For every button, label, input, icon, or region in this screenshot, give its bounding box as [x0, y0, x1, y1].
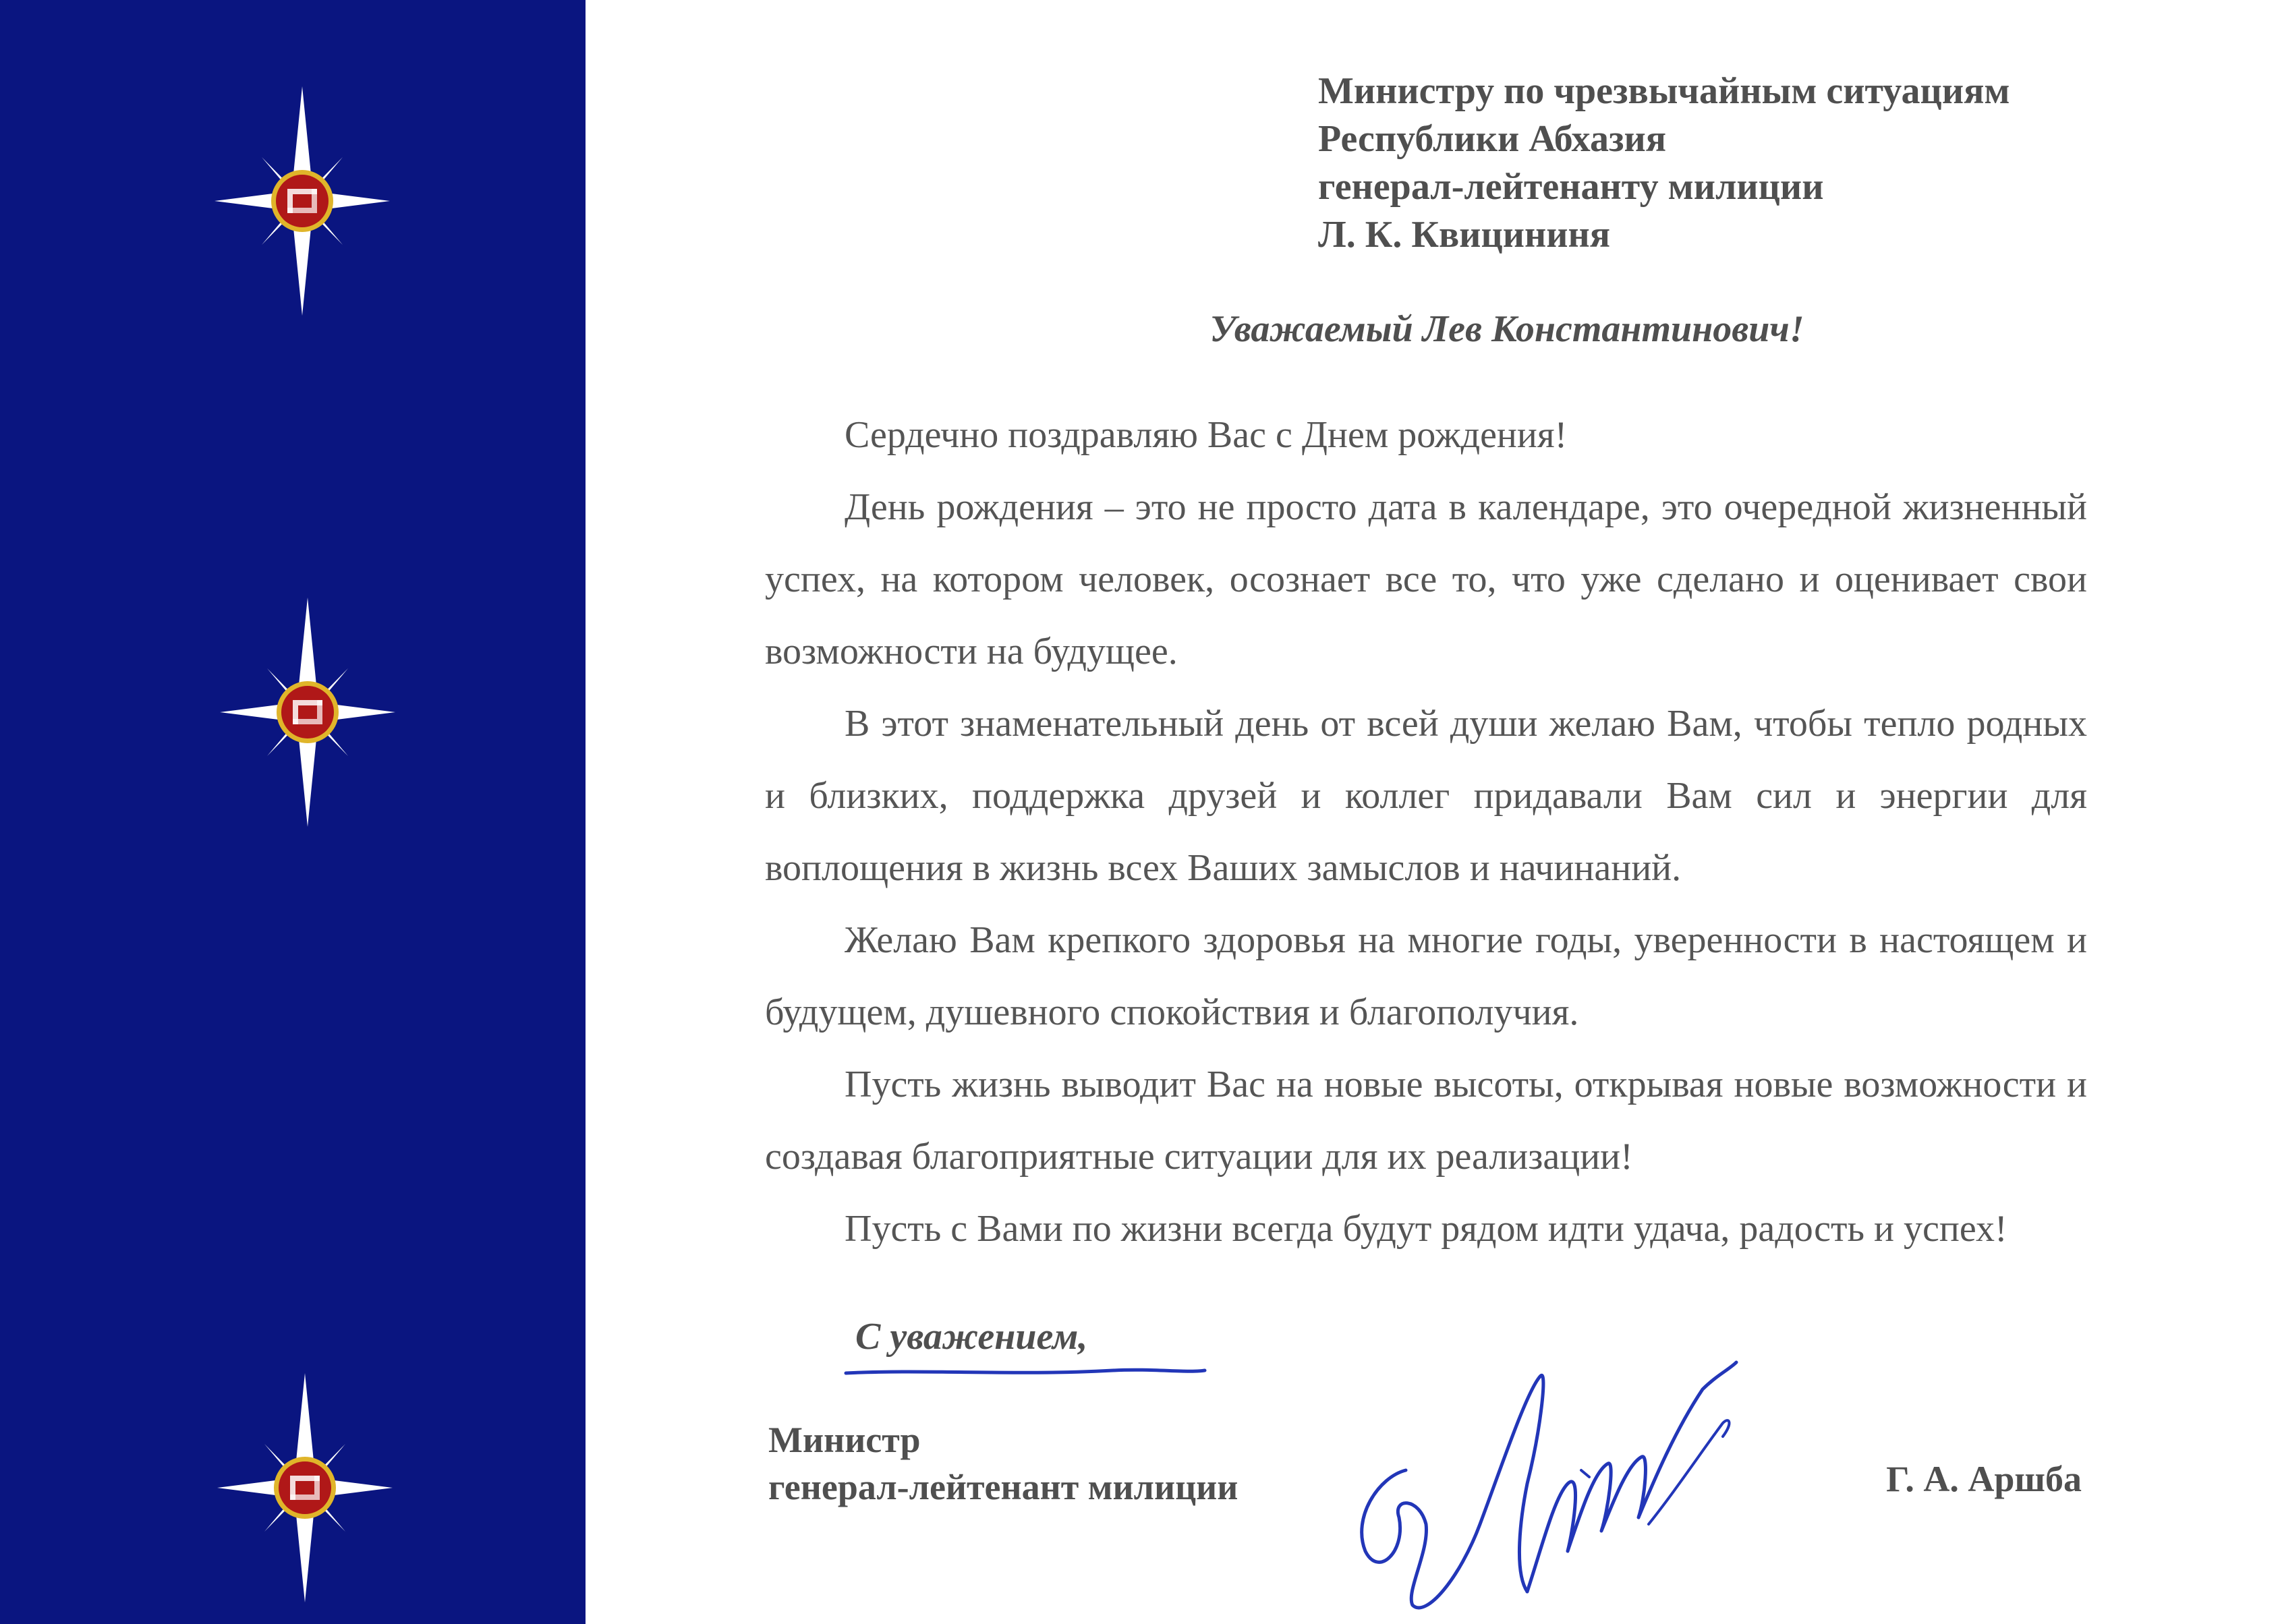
- closing: С уважением,: [855, 1316, 1088, 1358]
- addressee-line: Министру по чрезвычайным ситуациям: [1318, 70, 2010, 112]
- side-band: [0, 0, 586, 1624]
- signature: [1325, 1349, 1757, 1624]
- signatory-name: Г. А. Аршба: [1886, 1459, 2082, 1499]
- letter-body: [765, 399, 2087, 1265]
- paragraph: Желаю Вам крепкого здоровья на многие годы, уверенности в настоящем и будущем, душевного спокойствия и благополучия.: [765, 919, 2087, 1033]
- emercom-star-icon: [220, 598, 395, 827]
- paragraph: В этот знаменательный день от всей души желаю Вам, чтобы тепло родных и близких, поддержка друзей и коллег придавали Вам сил и энергии для воплощения в жизнь всех Ваших замыслов и начинаний.: [765, 703, 2087, 889]
- addressee-name: Л. К. Квицининя: [1318, 214, 1611, 256]
- signatory-title: [768, 1416, 1238, 1511]
- emercom-star-icon: [217, 1373, 393, 1602]
- closing-underline: [843, 1356, 1207, 1383]
- paragraph: Пусть жизнь выводит Вас на новые высоты, открывая новые возможности и создавая благоприятные ситуации для их реализации!: [765, 1064, 2087, 1178]
- addressee-block: [1318, 67, 2087, 259]
- paragraph: День рождения – это не просто дата в календаре, это очередной жизненный успех, на котором человек, осознает все то, что уже сделано и оценивает свои возможности на будущее.: [765, 486, 2087, 672]
- signatory-title-line: Министр: [768, 1420, 921, 1460]
- emercom-star-icon: [215, 86, 390, 316]
- paragraph: Пусть с Вами по жизни всегда будут рядом идти удача, радость и успех!: [845, 1208, 2007, 1250]
- addressee-line: Республики Абхазия: [1318, 118, 1667, 160]
- paragraph: Сердечно поздравляю Вас с Днем рождения!: [845, 414, 1568, 456]
- letter: [765, 0, 2087, 1624]
- salutation: Уважаемый Лев Константинович!: [1209, 308, 1804, 350]
- signatory-title-line: генерал-лейтенант милиции: [768, 1467, 1238, 1507]
- addressee-line: генерал-лейтенанту милиции: [1318, 166, 1824, 208]
